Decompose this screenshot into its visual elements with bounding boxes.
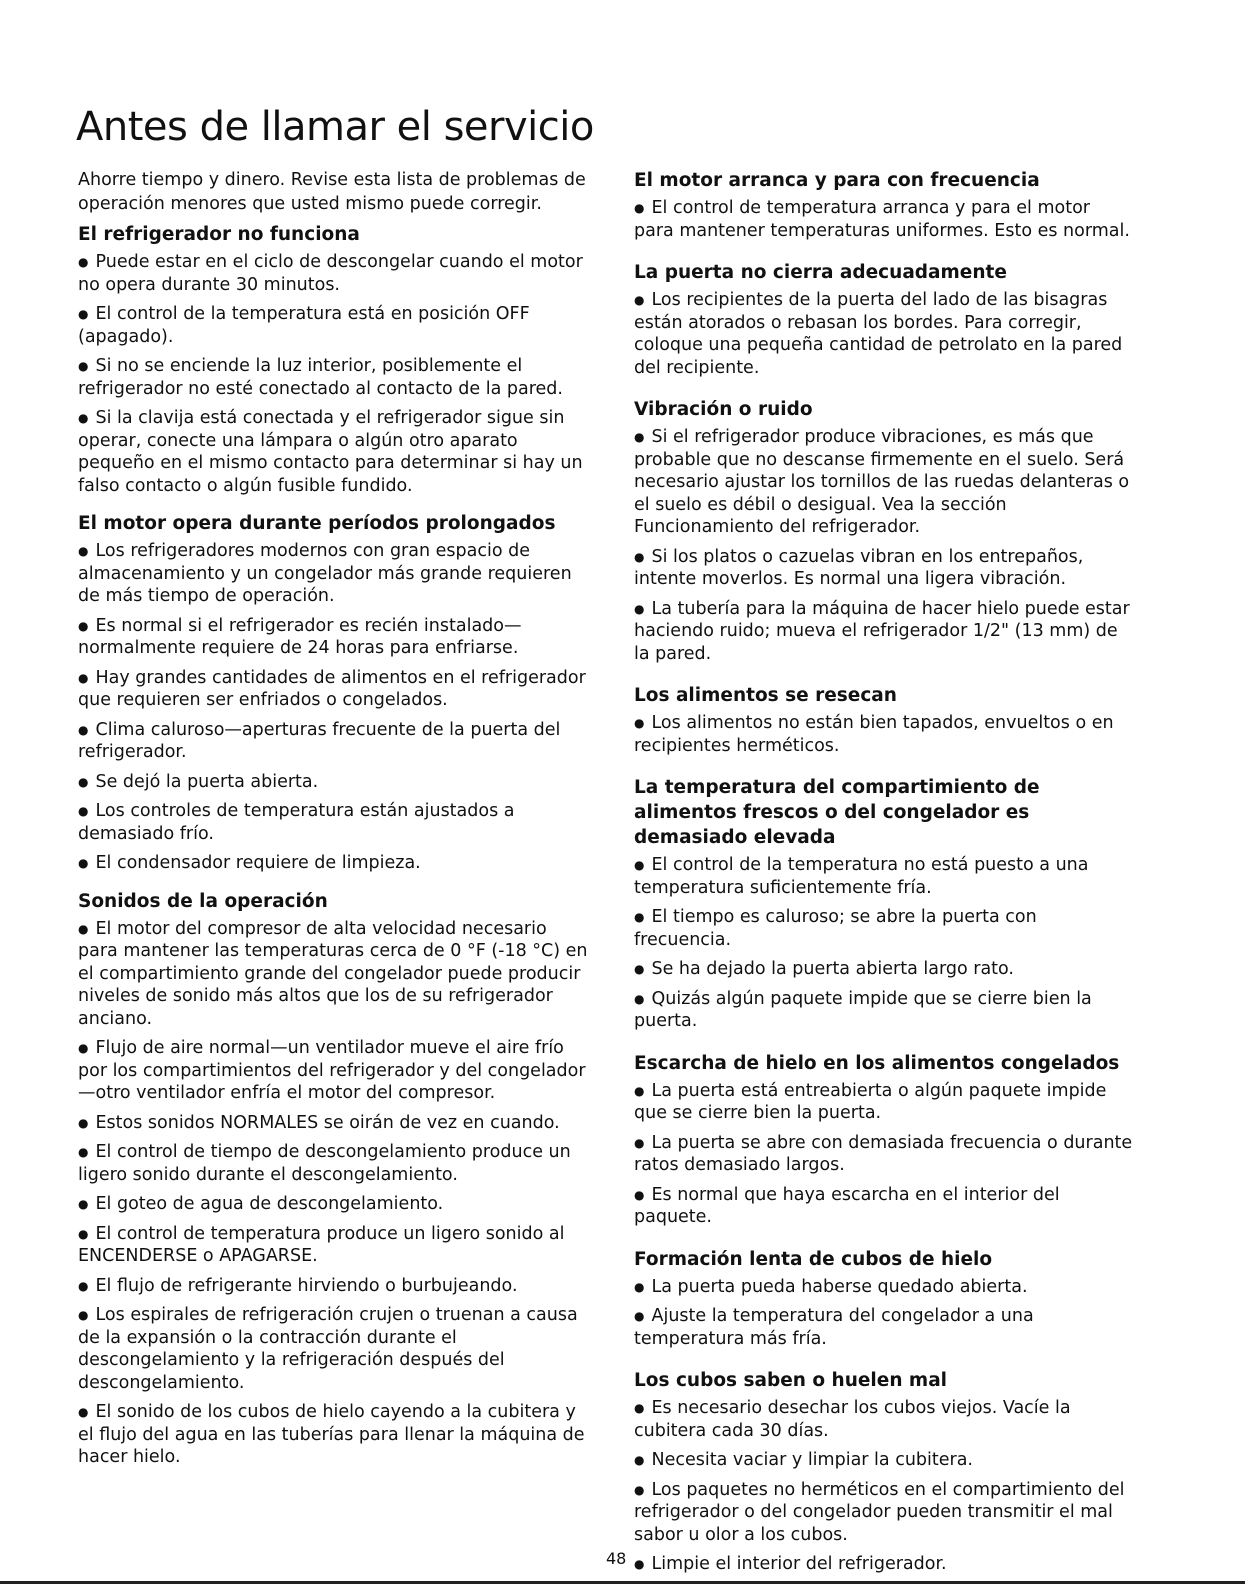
left-column: [78, 168, 588, 1483]
bullet-text: Puede estar en el ciclo de descongelar cuando el motor no opera durante 30 minutos.: [78, 252, 583, 295]
bullet-dot-icon: ●: [634, 1453, 645, 1467]
bullet-item: [78, 1401, 588, 1469]
bullet-dot-icon: ●: [78, 411, 89, 425]
bullet-dot-icon: ●: [634, 1135, 645, 1150]
bullet-dot-icon: ●: [634, 549, 645, 564]
bullet-text: Es necesario desechar los cubos viejos. Vacíe la cubitera cada 30 días.: [634, 1398, 1071, 1441]
bullet-item: [634, 1305, 1134, 1350]
bullet-item: [634, 712, 1134, 757]
bullet-text: Si el refrigerador produce vibraciones, es más que probable que no descanse firmemente en el suelo. Será necesario ajustar los tornillos de las ruedas delanteras o el suelo es débil o desigual. Vea la sección Funcionamiento del refrigerador.: [634, 427, 1130, 537]
bullet-text: Hay grandes cantidades de alimentos en el refrigerador que requieren ser enfriados o congelados.: [78, 667, 586, 710]
bullet-item: [78, 1037, 588, 1105]
bullet-text: Es normal que haya escarcha en el interior del paquete.: [634, 1184, 1060, 1227]
page-number: 48: [606, 1549, 627, 1568]
section-title: Formación lenta de cubos de hielo: [634, 1248, 993, 1270]
right-sections: [634, 168, 1134, 1576]
bullet-text: La puerta está entreabierta o algún paquete impide que se cierre bien la puerta.: [634, 1080, 1107, 1123]
bullet-dot-icon: ●: [78, 722, 89, 737]
bullet-dot-icon: ●: [78, 921, 89, 936]
troubleshooting-section: [78, 222, 588, 497]
bullet-text: El flujo de refrigerante hirviendo o burbujeando.: [95, 1275, 518, 1296]
bullet-text: Clima caluroso—aperturas frecuente de la puerta del refrigerador.: [78, 719, 561, 762]
bullet-text: Quizás algún paquete impide que se cierre bien la puerta.: [634, 988, 1092, 1031]
bullet-item: [634, 426, 1134, 539]
bullet-dot-icon: ●: [78, 1278, 89, 1293]
bullet-item: [634, 197, 1134, 242]
bullet-text: La puerta se abre con demasiada frecuencia o durante ratos demasiado largos.: [634, 1132, 1133, 1175]
troubleshooting-section: [634, 683, 1134, 757]
bullet-item: [78, 719, 588, 764]
bullet-item: [78, 852, 588, 875]
bullet-text: Estos sonidos NORMALES se oirán de vez en cuando.: [95, 1112, 560, 1133]
bullet-item: [78, 918, 588, 1031]
bullet-item: [78, 355, 588, 400]
bullet-item: [78, 667, 588, 712]
bullet-text: El control de temperatura produce un ligero sonido al ENCENDERSE o APAGARSE.: [78, 1223, 565, 1266]
bullet-text: El control de temperatura arranca y para el motor para mantener temperaturas uniformes. Esto es normal.: [634, 198, 1130, 241]
bullet-item: [634, 1184, 1134, 1229]
bullet-dot-icon: ●: [634, 430, 645, 444]
bullet-text: Si la clavija está conectada y el refrigerador sigue sin operar, conecte una lámpara o algún otro aparato pequeño en el mismo contacto para determinar si hay un falso contacto o algún fusible fundido.: [78, 408, 583, 496]
bullet-item: [78, 407, 588, 497]
section-title: Escarcha de hielo en los alimentos congelados: [634, 1052, 1120, 1074]
section-title: La temperatura del compartimiento de alimentos frescos o del congelador es demasiado elevada: [634, 777, 1040, 848]
right-column: [634, 168, 1134, 1594]
troubleshooting-section: [634, 775, 1134, 1033]
bullet-text: El motor del compresor de alta velocidad necesario para mantener las temperaturas cerca de 0 °F (-18 °C) en el compartimiento grande del congelador puede producir niveles de sonido más altos que los de su refrigerador anciano.: [78, 918, 588, 1029]
troubleshooting-section: [634, 168, 1134, 242]
bullet-dot-icon: ●: [634, 910, 645, 924]
bullet-dot-icon: ●: [78, 804, 89, 818]
bullet-item: [634, 598, 1134, 666]
section-title: Los cubos saben o huelen mal: [634, 1370, 948, 1391]
bullet-dot-icon: ●: [634, 1401, 645, 1415]
bullet-item: [634, 1080, 1134, 1125]
troubleshooting-section: [634, 1051, 1134, 1229]
bullet-item: [634, 1397, 1134, 1442]
bullet-item: [634, 854, 1134, 899]
bullet-dot-icon: ●: [78, 1308, 89, 1322]
bullet-dot-icon: ●: [634, 716, 645, 730]
bullet-text: Flujo de aire normal—un ventilador mueve el aire frío por los compartimientos del refrigerador y del congelador—otro ventilador enfría el motor del compresor.: [78, 1038, 586, 1103]
bullet-item: [634, 1276, 1134, 1299]
bullet-text: El tiempo es caluroso; se abre la puerta con frecuencia.: [634, 907, 1037, 950]
bullet-text: El control de la temperatura está en posición OFF (apagado).: [78, 304, 530, 347]
bullet-text: Los alimentos no están bien tapados, envueltos o en recipientes herméticos.: [634, 713, 1114, 756]
bullet-dot-icon: ●: [78, 359, 89, 373]
section-title: La puerta no cierra adecuadamente: [634, 262, 1007, 283]
bullet-item: [78, 615, 588, 660]
bullet-dot-icon: ●: [634, 201, 645, 215]
bullet-dot-icon: ●: [78, 255, 89, 269]
bullet-item: [634, 289, 1134, 379]
section-title: Vibración o ruido: [634, 399, 813, 420]
bullet-item: [78, 1304, 588, 1394]
bullet-item: [78, 1141, 588, 1186]
bullet-item: [78, 800, 588, 845]
bullet-text: El sonido de los cubos de hielo cayendo a la cubitera y el flujo del agua en las tuberías para llenar la máquina de hacer hielo.: [78, 1402, 585, 1467]
bullet-text: Necesita vaciar y limpiar la cubitera.: [651, 1450, 973, 1470]
bullet-dot-icon: ●: [634, 1187, 645, 1202]
bullet-text: Si no se enciende la luz interior, posiblemente el refrigerador no esté conectado al contacto de la pared.: [78, 356, 563, 399]
troubleshooting-section: [634, 397, 1134, 665]
bullet-dot-icon: ●: [634, 1083, 645, 1098]
bullet-text: Los recipientes de la puerta del lado de las bisagras están atorados o rebasan los bordes. Para corregir, coloque una pequeña cantidad de petrolato en la pared del recipiente.: [634, 290, 1123, 378]
bullet-text: El control de la temperatura no está puesto a una temperatura suficientemente fría.: [634, 855, 1089, 898]
bullet-text: Es normal si el refrigerador es recién instalado—normalmente requiere de 24 horas para enfriarse.: [78, 615, 522, 658]
bullet-dot-icon: ●: [78, 1115, 89, 1130]
bullet-item: [78, 540, 588, 608]
bullet-text: Los refrigeradores modernos con gran espacio de almacenamiento y un congelador más grande requieren de más tiempo de operación.: [78, 541, 572, 606]
bullet-text: La tubería para la máquina de hacer hielo puede estar haciendo ruido; mueva el refrigerador 1/2" (13 mm) de la pared.: [634, 598, 1130, 664]
bullet-text: El goteo de agua de descongelamiento.: [95, 1194, 444, 1214]
bullet-item: [634, 1132, 1134, 1177]
troubleshooting-section: [634, 1368, 1134, 1576]
troubleshooting-section: [634, 1247, 1134, 1351]
bullet-dot-icon: ●: [78, 1405, 89, 1419]
intro-text: Ahorre tiempo y dinero. Revise esta lista de problemas de operación menores que usted mismo puede corregir.: [78, 170, 586, 214]
section-title: El motor opera durante períodos prolongados: [78, 513, 556, 534]
bottom-rule: [0, 1581, 1245, 1584]
bullet-dot-icon: ●: [78, 1197, 89, 1211]
bullet-dot-icon: ●: [78, 618, 89, 633]
section-title: Sonidos de la operación: [78, 890, 328, 912]
bullet-item: [634, 1479, 1134, 1547]
bullet-text: Se ha dejado la puerta abierta largo rato.: [651, 959, 1014, 979]
bullet-item: [78, 1223, 588, 1268]
bullet-dot-icon: ●: [78, 670, 89, 685]
section-title: El motor arranca y para con frecuencia: [634, 170, 1040, 191]
bullet-item: [78, 1275, 588, 1298]
bullet-dot-icon: ●: [634, 293, 645, 307]
bullet-text: La puerta pueda haberse quedado abierta.: [651, 1276, 1028, 1297]
bullet-dot-icon: ●: [634, 991, 645, 1006]
troubleshooting-section: [634, 260, 1134, 379]
bullet-dot-icon: ●: [634, 1557, 645, 1571]
bullet-item: [78, 303, 588, 348]
bullet-item: [634, 958, 1134, 981]
bullet-text: Los espirales de refrigeración crujen o truenan a causa de la expansión o la contracción durante el descongelamiento y la refrigeración después del descongelamiento.: [78, 1305, 578, 1393]
bullet-text: Limpie el interior del refrigerador.: [651, 1554, 947, 1574]
bullet-dot-icon: ●: [634, 1482, 645, 1497]
bullet-dot-icon: ●: [78, 1145, 89, 1159]
bullet-text: Se dejó la puerta abierta.: [95, 771, 319, 792]
bullet-text: Ajuste la temperatura del congelador a una temperatura más fría.: [634, 1306, 1034, 1349]
bullet-dot-icon: ●: [78, 1041, 89, 1055]
bullet-dot-icon: ●: [78, 774, 89, 789]
bullet-item: [78, 251, 588, 296]
bullet-item: [78, 1193, 588, 1216]
section-title: Los alimentos se resecan: [634, 685, 897, 706]
bullet-dot-icon: ●: [78, 307, 89, 321]
troubleshooting-section: [78, 889, 588, 1469]
bullet-dot-icon: ●: [78, 1226, 89, 1241]
page-title: Antes de llamar el servicio: [76, 104, 594, 150]
bullet-dot-icon: ●: [78, 544, 89, 558]
bullet-dot-icon: ●: [78, 856, 89, 870]
bullet-text: El control de tiempo de descongelamiento produce un ligero sonido durante el descongelamiento.: [78, 1142, 571, 1185]
bullet-item: [78, 771, 588, 794]
bullet-dot-icon: ●: [634, 601, 645, 616]
section-title: El refrigerador no funciona: [78, 224, 360, 245]
bullet-text: Los controles de temperatura están ajustados a demasiado frío.: [78, 801, 515, 844]
bullet-dot-icon: ●: [634, 858, 645, 872]
bullet-item: [634, 1553, 1134, 1576]
left-sections: [78, 222, 588, 1469]
bullet-item: [78, 1112, 588, 1135]
bullet-item: [634, 988, 1134, 1033]
bullet-item: [634, 546, 1134, 591]
bullet-dot-icon: ●: [634, 1309, 645, 1323]
bullet-text: Si los platos o cazuelas vibran en los entrepaños, intente moverlos. Es normal una ligera vibración.: [634, 546, 1084, 589]
troubleshooting-section: [78, 511, 588, 875]
bullet-text: Los paquetes no herméticos en el compartimiento del refrigerador o del congelador pueden transmitir el mal sabor u olor a los cubos.: [634, 1479, 1125, 1545]
bullet-dot-icon: ●: [634, 1279, 645, 1294]
bullet-text: El condensador requiere de limpieza.: [95, 853, 421, 873]
bullet-dot-icon: ●: [634, 962, 645, 976]
bullet-item: [634, 906, 1134, 951]
bullet-item: [634, 1449, 1134, 1472]
